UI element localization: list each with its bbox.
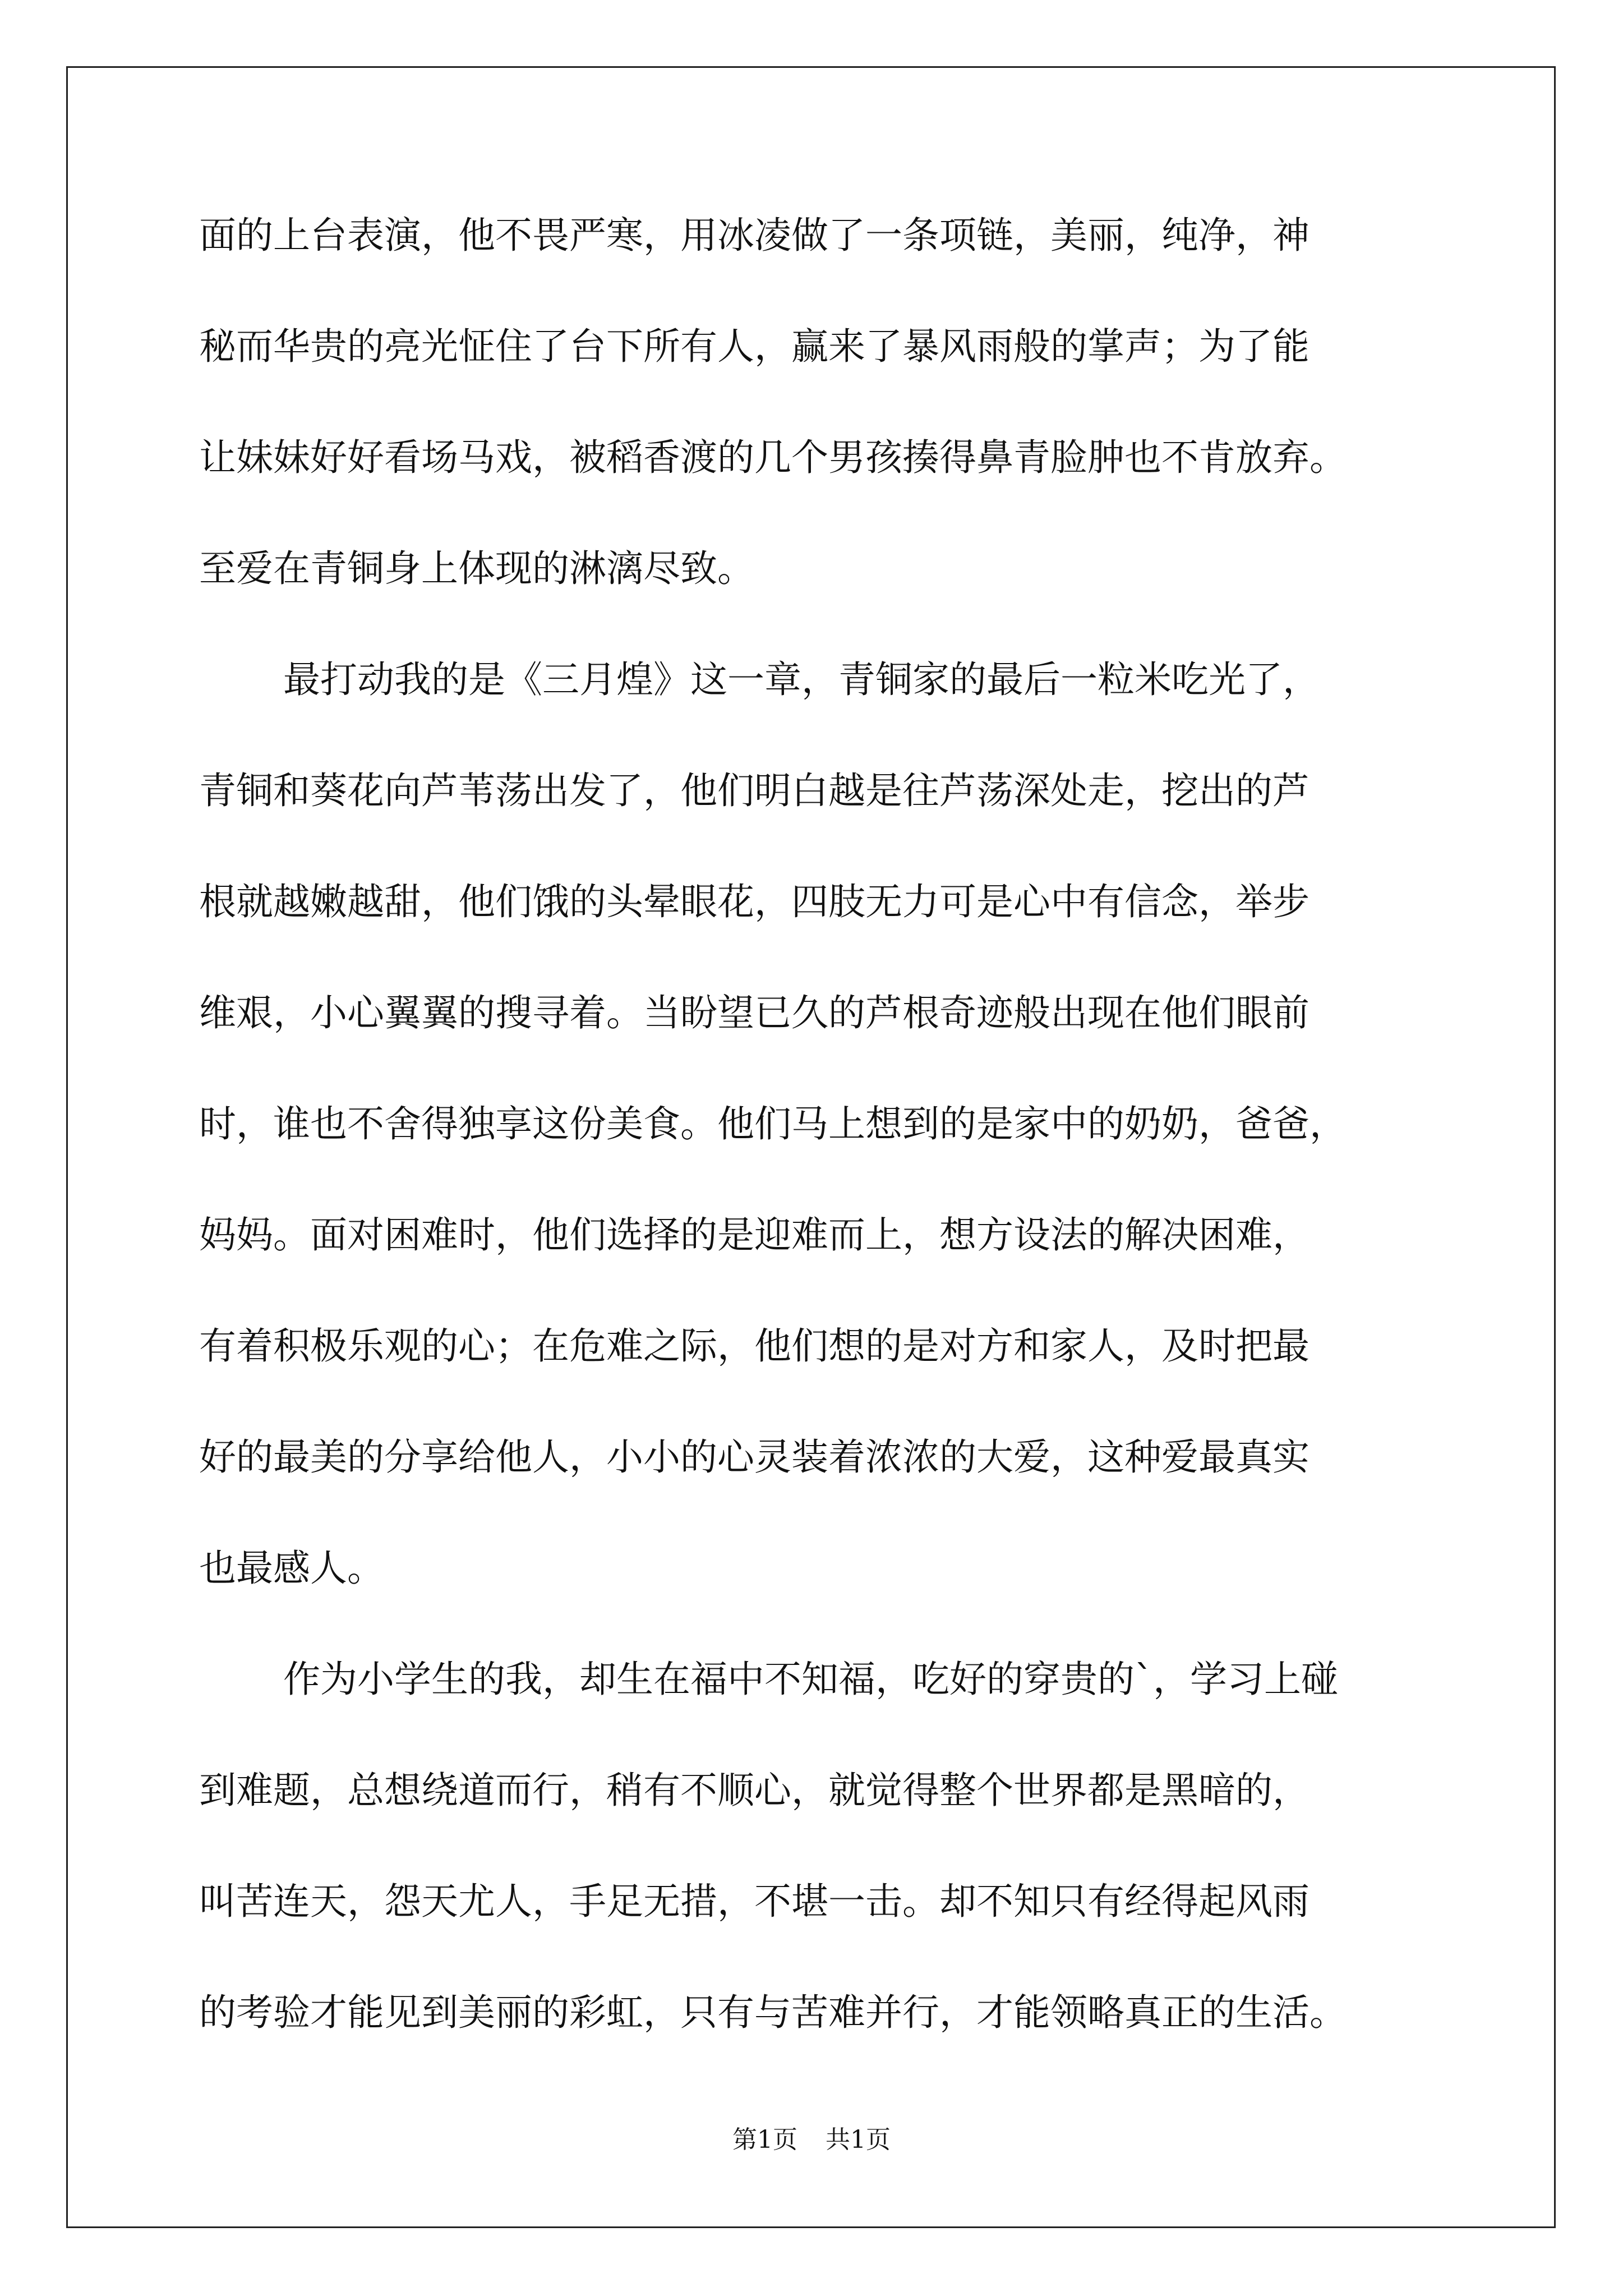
text-line: 维艰，小心翼翼的搜寻着。当盼望已久的芦根奇迹般出现在他们眼前 bbox=[199, 991, 1310, 1034]
text-line: 面的上台表演，他不畏严寒，用冰凌做了一条项链，美丽，纯净，神 bbox=[199, 214, 1310, 257]
text-line: 秘而华贵的亮光怔住了台下所有人，赢来了暴风雨般的掌声；为了能 bbox=[199, 325, 1310, 368]
text-line: 根就越嫩越甜，他们饿的头晕眼花，四肢无力可是心中有信念，举步 bbox=[199, 880, 1310, 923]
paragraph-start-line: 作为小学生的我，却生在福中不知福，吃好的穿贵的`，学习上碰 bbox=[283, 1658, 1338, 1701]
page-total: 共1页 bbox=[826, 2125, 891, 2154]
paragraph-start-line: 最打动我的是《三月煌》这一章，青铜家的最后一粒米吃光了， bbox=[283, 658, 1320, 701]
text-line: 青铜和葵花向芦苇荡出发了，他们明白越是往芦荡深处走，挖出的芦 bbox=[199, 769, 1310, 812]
text-line: 妈妈。面对困难时，他们选择的是迎难而上，想方设法的解决困难， bbox=[199, 1213, 1310, 1257]
text-line: 好的最美的分享给他人，小小的心灵装着浓浓的大爱，这种爱最真实 bbox=[199, 1435, 1310, 1479]
document-body bbox=[199, 213, 1433, 2101]
text-line: 到难题，总想绕道而行，稍有不顺心，就觉得整个世界都是黑暗的， bbox=[199, 1769, 1310, 1812]
page-number: 第1页 bbox=[732, 2125, 797, 2154]
text-line: 让妹妹好好看场马戏，被稻香渡的几个男孩揍得鼻青脸肿也不肯放弃。 bbox=[199, 436, 1347, 479]
text-line: 时，谁也不舍得独享这份美食。他们马上想到的是家中的奶奶，爸爸， bbox=[199, 1102, 1347, 1145]
page-footer bbox=[0, 2125, 1623, 2155]
text-line: 有着积极乐观的心；在危难之际，他们想的是对方和家人，及时把最 bbox=[199, 1324, 1310, 1368]
text-line: 的考验才能见到美丽的彩虹，只有与苦难并行，才能领略真正的生活。 bbox=[199, 1991, 1347, 2034]
text-line: 至爱在青铜身上体现的淋漓尽致。 bbox=[199, 547, 754, 590]
text-line: 也最感人。 bbox=[199, 1547, 384, 1590]
text-line: 叫苦连天，怨天尤人，手足无措，不堪一击。却不知只有经得起风雨 bbox=[199, 1880, 1310, 1923]
